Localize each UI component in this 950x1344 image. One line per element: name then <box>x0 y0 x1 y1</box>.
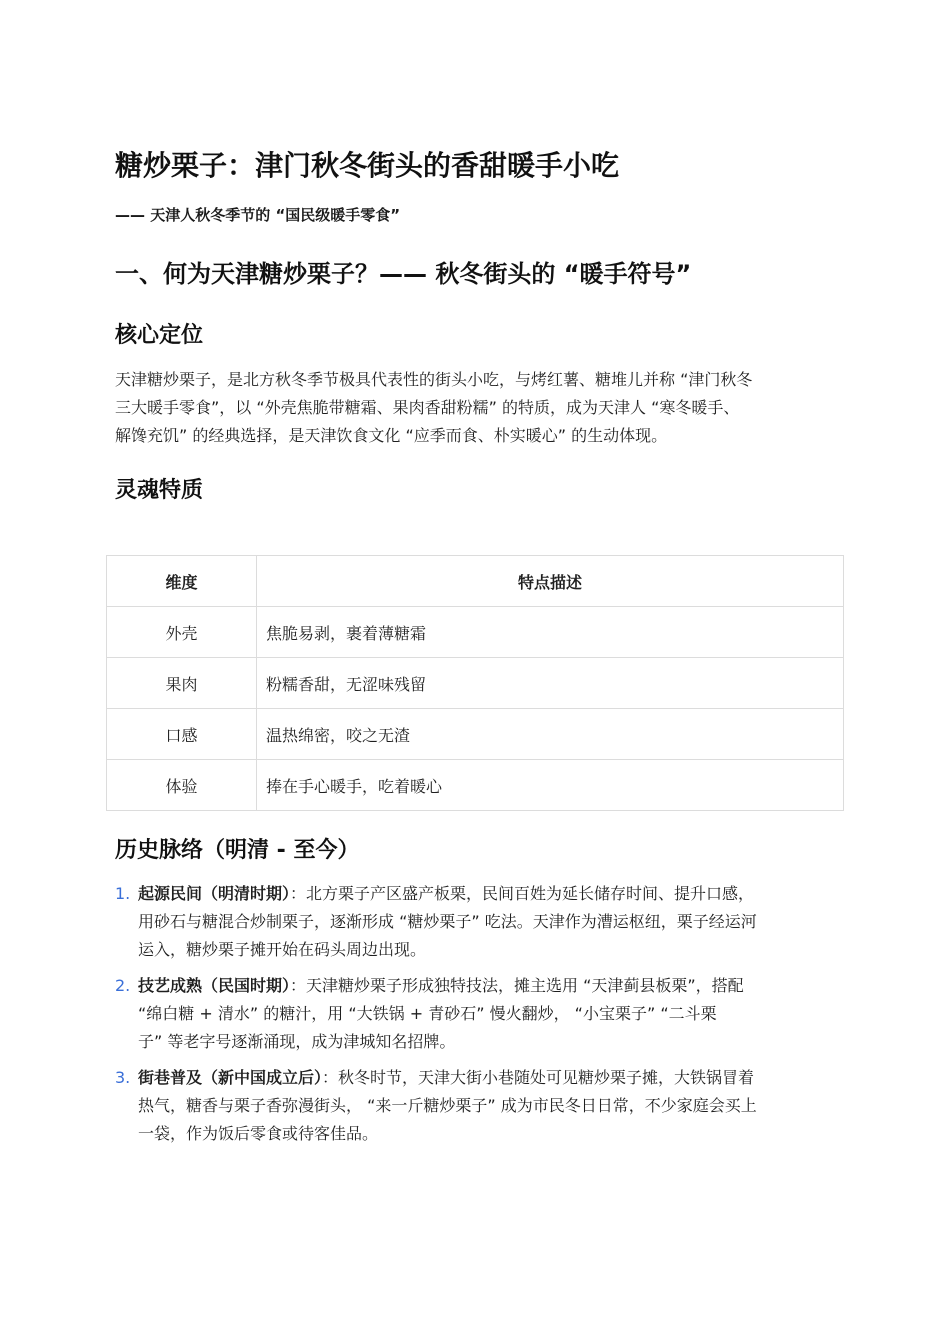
paragraph-line: 天津糖炒栗子，是北方秋冬季节极具代表性的街头小吃，与烤红薯、糖堆儿并称 “津门秋冬 <box>115 370 753 389</box>
document-title: 糖炒栗子：津门秋冬街头的香甜暖手小吃 <box>115 149 620 182</box>
list-item-number: 3. <box>115 1068 131 1087</box>
list-item-text: 热气，糖香与栗子香弥漫街头， “来一斤糖炒栗子” 成为市民冬日日常，不少家庭会买上 <box>138 1096 757 1115</box>
list-item-text: ：秋冬时节，天津大街小巷随处可见糖炒栗子摊，大铁锅冒着 <box>322 1068 755 1087</box>
list-item-text: 子” 等老字号逐渐涌现，成为津城知名招牌。 <box>138 1032 456 1051</box>
table-row <box>107 760 844 811</box>
list-item-text: “绵白糖 + 清水” 的糖汁，用 “大铁锅 + 青砂石” 慢火翻炒， “小宝栗子” “二斗栗 <box>138 1004 717 1023</box>
cell-dimension: 体验 <box>107 760 257 811</box>
list-item-text: ：北方栗子产区盛产板栗，民间百姓为延长储存时间、提升口感， <box>290 884 755 903</box>
list-item <box>115 972 840 1056</box>
list-item <box>115 1064 840 1148</box>
table-row <box>107 709 844 760</box>
list-item-label: 街巷普及（新中国成立后） <box>138 1068 323 1087</box>
core-positioning-heading: 核心定位 <box>115 323 204 348</box>
column-header-description: 特点描述 <box>257 556 844 607</box>
list-item-text: 运入，糖炒栗子摊开始在码头周边出现。 <box>138 940 427 959</box>
core-positioning-paragraph <box>115 366 835 450</box>
cell-description: 焦脆易剥，裹着薄糖霜 <box>257 607 844 658</box>
list-item-label: 起源民间（明清时期） <box>138 884 291 903</box>
list-item-text: 一袋，作为饭后零食或待客佳品。 <box>138 1124 379 1143</box>
cell-description: 温热绵密，咬之无渣 <box>257 709 844 760</box>
paragraph-line: 三大暖手零食”，以 “外壳焦脆带糖霜、果肉香甜粉糯” 的特质，成为天津人 “寒冬暖手、 <box>115 398 740 417</box>
cell-dimension: 外壳 <box>107 607 257 658</box>
cell-dimension: 口感 <box>107 709 257 760</box>
list-item-label: 技艺成熟（民国时期） <box>138 976 291 995</box>
list-item-number: 1. <box>115 884 131 903</box>
list-item-number: 2. <box>115 976 131 995</box>
list-item-text: 用砂石与糖混合炒制栗子，逐渐形成 “糖炒栗子” 吃法。天津作为漕运枢纽，栗子经运河 <box>138 912 757 931</box>
cell-dimension: 果肉 <box>107 658 257 709</box>
section-heading-what-is: 一、何为天津糖炒栗子？—— 秋冬街头的 “暖手符号” <box>115 260 692 288</box>
history-heading: 历史脉络（明清 - 至今） <box>115 838 360 863</box>
soul-traits-heading: 灵魂特质 <box>115 478 204 503</box>
history-list <box>115 880 840 1156</box>
traits-table <box>106 555 844 811</box>
table-row <box>107 658 844 709</box>
list-item-text: ：天津糖炒栗子形成独特技法，摊主选用 “天津蓟县板栗”，搭配 <box>290 976 744 995</box>
cell-description: 捧在手心暖手，吃着暖心 <box>257 760 844 811</box>
cell-description: 粉糯香甜，无涩味残留 <box>257 658 844 709</box>
paragraph-line: 解馋充饥” 的经典选择，是天津饮食文化 “应季而食、朴实暖心” 的生动体现。 <box>115 426 668 445</box>
list-item <box>115 880 840 964</box>
document-subtitle: —— 天津人秋冬季节的 “国民级暖手零食” <box>115 206 401 224</box>
table-header-row <box>107 556 844 607</box>
column-header-dimension: 维度 <box>107 556 257 607</box>
table-row <box>107 607 844 658</box>
